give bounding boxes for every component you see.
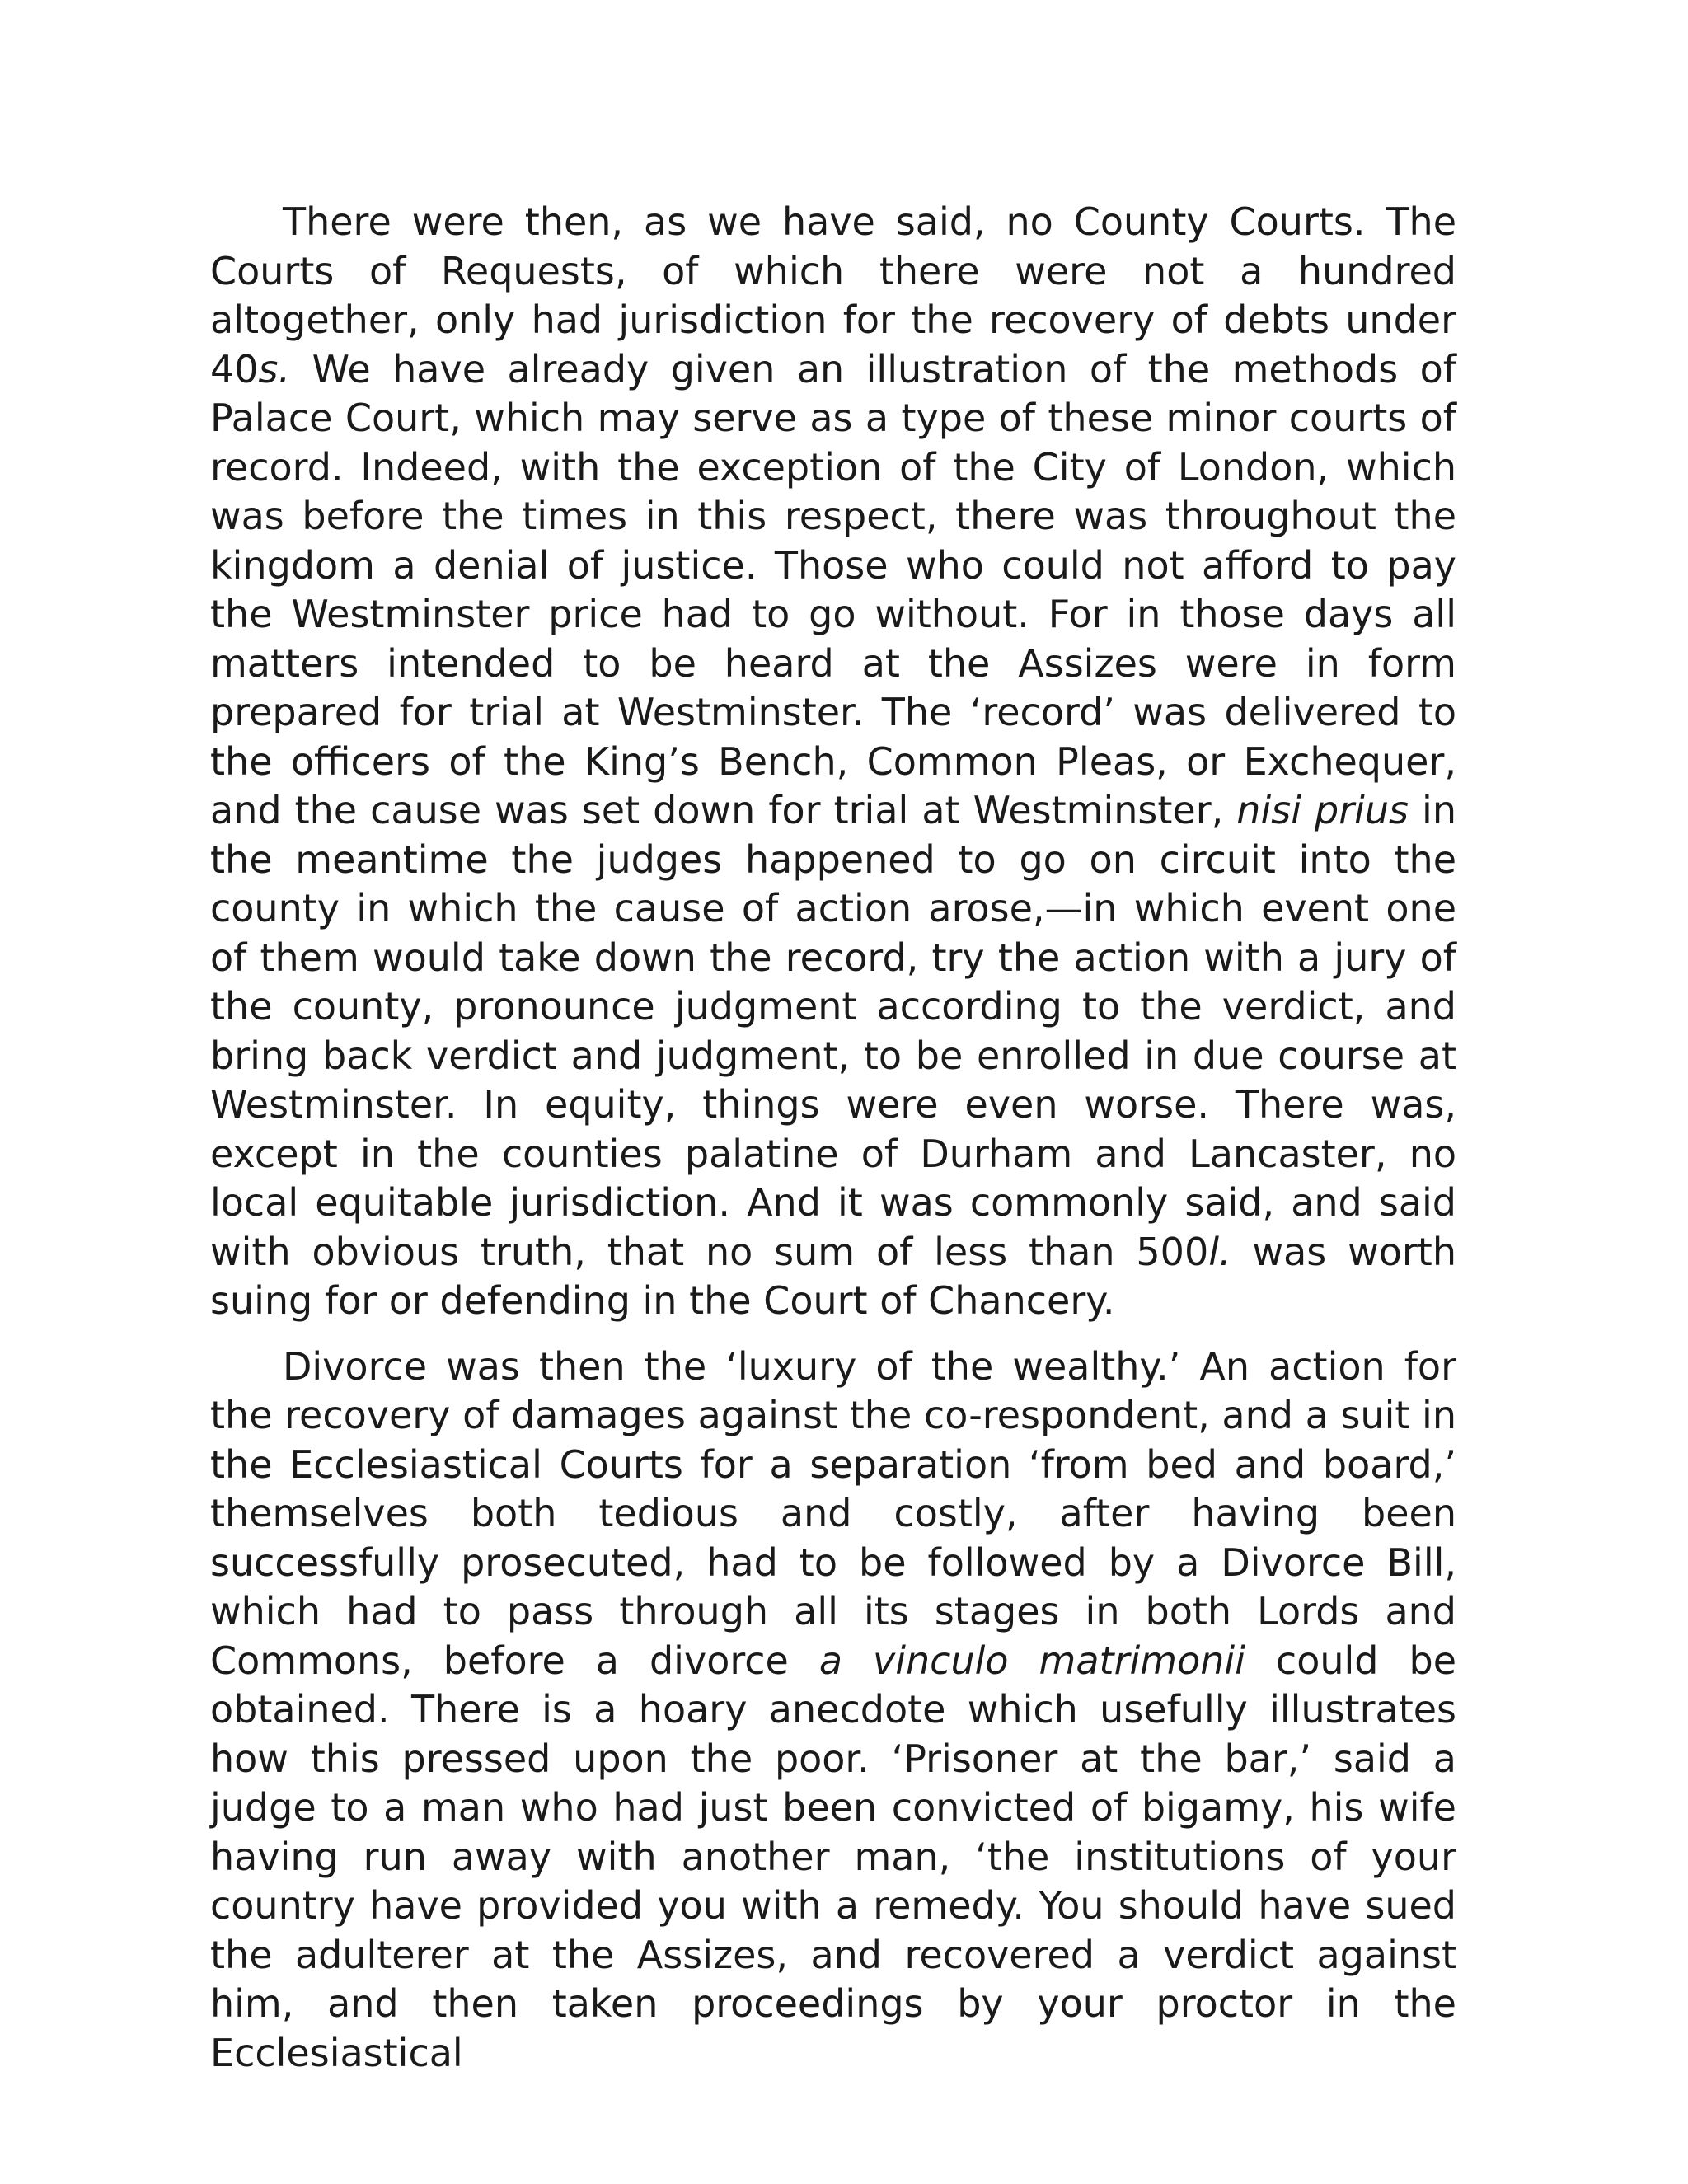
body-text xyxy=(210,198,1456,2078)
text-run: could be obtained. There is a hoary anecdote which usefully illustrates how this pressed upon the poor. ‘Prisoner at the bar,’ said a judge to a man who had just been convicted of bigamy, his wife having run away with another man, ‘the institutions of your country have provided you with a remedy. You should have sued the adulterer at the Assizes, and recovered a verdict against him, and then taken proceedings by your proctor in the Ecclesiastical xyxy=(210,1638,1456,2075)
text-run: Divorce was then the ‘luxury of the wealthy.’ An action for the recovery of damages against the co-respondent, and a suit in the Ecclesiastical Courts for a separation ‘from bed and board,’ themselves both tedious and costly, after having been successfully prosecuted, had to be followed by a Divorce Bill, which had to pass through all its stages in both Lords and Commons, before a divorce xyxy=(210,1343,1456,1683)
text-run: We have already given an illustration of the methods of Palace Court, which may serve as a type of these minor courts of record. Indeed, with the exception of the City of London, which was before the times in this respect, there was throughout the kingdom a denial of justice. Those who could not afford to pay the Westminster price had to go without. For in those days all matters intended to be heard at the Assizes were in form prepared for trial at Westminster. The ‘record’ was delivered to the officers of the King’s Bench, Common Pleas, or Exchequer, and the cause was set down for trial at Westminster, xyxy=(210,346,1456,832)
text-run: in the meantime the judges happened to go on circuit into the county in which the cause of action arose,—in which event one of them would take down the record, try the action with a jury of the county, pronounce judgment according to the verdict, and bring back verdict and judgment, to be enrolled in due course at Westminster. In equity, things were even worse. There was, except in the counties palatine of Durham and Lancaster, no local equitable jurisdiction. And it was commonly said, and said with obvious truth, that no sum of less than 500 xyxy=(210,788,1456,1274)
text-run: There were then, as we have said, no County Courts. The Courts of Requests, of which there were not a hundred altogether, only had jurisdiction for the recovery of debts under 40 xyxy=(210,199,1456,391)
italic-run: s. xyxy=(258,346,291,391)
italic-run: a vinculo matrimonii xyxy=(818,1638,1245,1683)
italic-run: l. xyxy=(1208,1229,1231,1274)
italic-run: nisi prius xyxy=(1236,788,1409,832)
text-run: was worth suing for or defending in the Court of Chancery. xyxy=(210,1229,1456,1323)
paragraph-2 xyxy=(210,1343,1456,2079)
paragraph-1 xyxy=(210,198,1456,1326)
